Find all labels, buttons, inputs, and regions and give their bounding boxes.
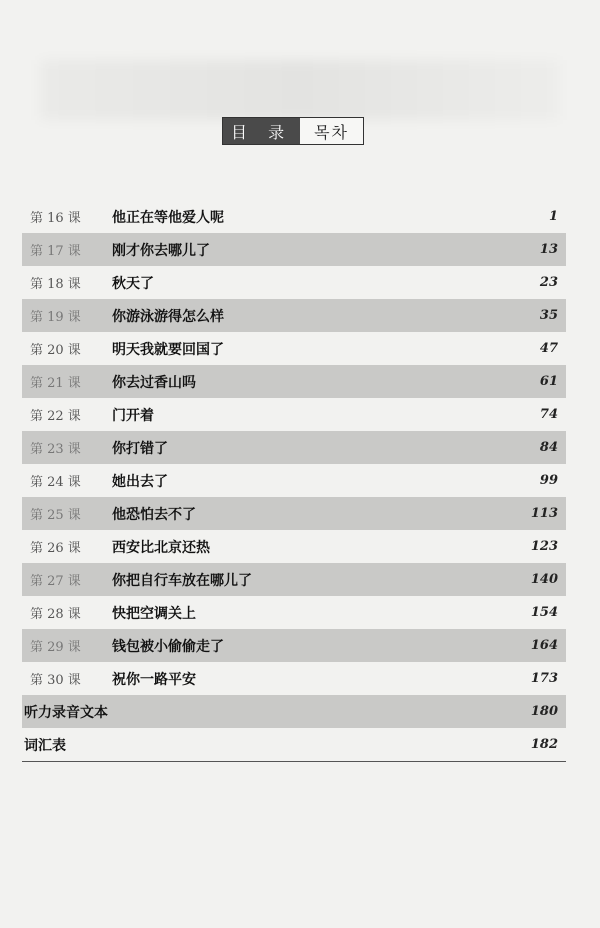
- lesson-number: 第 29 课: [30, 640, 81, 655]
- table-of-contents: [22, 200, 566, 762]
- toc-entry[interactable]: [22, 398, 566, 431]
- toc-entry[interactable]: [22, 596, 566, 629]
- toc-header-chinese: 目 录: [223, 118, 300, 144]
- page-number: 154: [530, 605, 558, 620]
- lesson-title: 门开着: [112, 407, 154, 424]
- lesson-title: 你游泳游得怎么样: [112, 308, 224, 325]
- toc-entry[interactable]: [22, 728, 566, 762]
- lesson-number: 第 17 课: [30, 244, 81, 259]
- lesson-number: 第 19 课: [30, 310, 81, 325]
- lesson-number: 第 23 课: [30, 442, 81, 457]
- page-number: 74: [539, 407, 558, 422]
- toc-entry[interactable]: [22, 464, 566, 497]
- toc-entry[interactable]: [22, 365, 566, 398]
- lesson-title: 钱包被小偷偷走了: [112, 638, 224, 655]
- lesson-title: 祝你一路平安: [112, 671, 196, 688]
- page-number: 182: [530, 737, 558, 752]
- page-number: 13: [539, 242, 558, 257]
- lesson-title: 他恐怕去不了: [112, 506, 196, 523]
- toc-entry[interactable]: [22, 530, 566, 563]
- lesson-title: 你去过香山吗: [112, 374, 196, 391]
- lesson-title: 秋天了: [112, 275, 154, 292]
- lesson-title: 你把自行车放在哪儿了: [112, 572, 252, 589]
- lesson-title: 听力录音文本: [24, 704, 108, 721]
- lesson-title: 明天我就要回国了: [112, 341, 224, 358]
- lesson-number: 第 25 课: [30, 508, 81, 523]
- page-number: 1: [548, 209, 558, 224]
- toc-entry[interactable]: [22, 662, 566, 695]
- toc-entry[interactable]: [22, 695, 566, 728]
- lesson-title: 西安比北京还热: [112, 539, 210, 556]
- page-number: 47: [539, 341, 558, 356]
- lesson-title: 词汇表: [24, 737, 66, 754]
- page-number: 123: [530, 539, 558, 554]
- toc-entry[interactable]: [22, 629, 566, 662]
- page-number: 35: [539, 308, 558, 323]
- toc-entry[interactable]: [22, 332, 566, 365]
- lesson-number: 第 22 课: [30, 409, 81, 424]
- lesson-number: 第 24 课: [30, 475, 81, 490]
- lesson-title: 刚才你去哪儿了: [112, 242, 210, 259]
- lesson-number: 第 27 课: [30, 574, 81, 589]
- toc-entry[interactable]: [22, 233, 566, 266]
- toc-entry[interactable]: [22, 431, 566, 464]
- toc-entry[interactable]: [22, 497, 566, 530]
- lesson-number: 第 16 课: [30, 211, 81, 226]
- lesson-title: 快把空调关上: [112, 605, 196, 622]
- page-number: 140: [530, 572, 558, 587]
- lesson-title: 她出去了: [112, 473, 168, 490]
- page-number: 164: [530, 638, 558, 653]
- toc-entry[interactable]: [22, 266, 566, 299]
- lesson-number: 第 20 课: [30, 343, 81, 358]
- toc-header: [222, 117, 364, 145]
- toc-entry[interactable]: [22, 563, 566, 596]
- toc-header-korean: 목차: [300, 118, 363, 144]
- lesson-number: 第 21 课: [30, 376, 81, 391]
- lesson-number: 第 30 课: [30, 673, 81, 688]
- page-number: 23: [539, 275, 558, 290]
- faded-background-banner: [40, 60, 560, 120]
- page-number: 84: [539, 440, 558, 455]
- lesson-number: 第 18 课: [30, 277, 81, 292]
- toc-entry[interactable]: [22, 299, 566, 332]
- page-number: 173: [530, 671, 558, 686]
- lesson-number: 第 28 课: [30, 607, 81, 622]
- page-number: 180: [530, 704, 558, 719]
- toc-entry[interactable]: [22, 200, 566, 233]
- lesson-title: 他正在等他爱人呢: [112, 209, 224, 226]
- page-number: 99: [539, 473, 558, 488]
- page-number: 113: [530, 506, 558, 521]
- page-number: 61: [539, 374, 558, 389]
- lesson-title: 你打错了: [112, 440, 168, 457]
- lesson-number: 第 26 课: [30, 541, 81, 556]
